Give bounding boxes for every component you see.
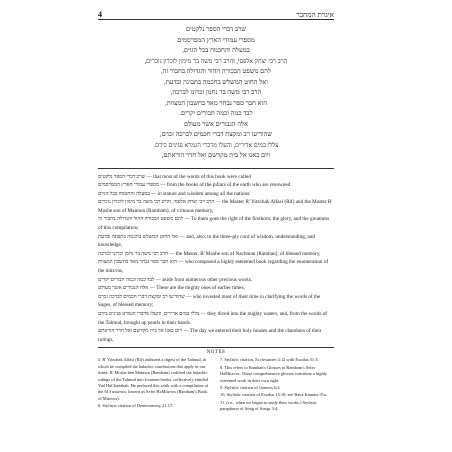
translation-row — [98, 233, 334, 250]
hebrew-phrase: מספרי עמודי הארץ המפרסמים — [98, 182, 160, 189]
hebrew-phrase: הרב רבי משה בר נחמן זכרונו לברכה — [98, 250, 169, 257]
footnotes — [98, 357, 334, 413]
translation-row — [98, 258, 334, 275]
english-gloss: — and, also, to the three-ply cord of wisdom, understanding, and knowledge, — [98, 233, 315, 249]
translation-row — [98, 293, 334, 310]
translation-row — [98, 284, 334, 293]
notes-heading: NOTES — [206, 350, 226, 356]
hebrew-phrase: אלה הגבורים אשר מעולם — [98, 285, 149, 292]
english-gloss: — To them goes the right of the firstborn, the glory, and the greatness of this compilation; — [98, 216, 330, 232]
hebrew-phrase: הוא חבר ספר נבחר מאד בחשבון המצוות — [98, 259, 178, 266]
translation-row — [98, 250, 334, 259]
footnotes-right-column — [220, 357, 334, 413]
page-number: 4 — [98, 10, 102, 19]
poem-line: ואל החוט המשלש בחכמה בתבונה ובדעת, — [164, 78, 268, 86]
footnote: 5. R' Yitzchak Alfasi (Rif) authored a digest of the Talmud, in which he compiled the halachic conclusions that apply in our times. R' Moshe ben Maimon (Rambam) codified the halachic rulings of the Talmud into fourteen books, collectively entitled Yad HaChazakah. He prefaced this work with a compilation of the 613 mitzvos, known as Sefer HaMitzvos (Rambam's Book of Mitzvos). — [98, 357, 209, 401]
poem-line: אלה הגבורים אשר מעולם — [183, 120, 249, 128]
english-gloss: — that most of the words of this book were culled — [145, 173, 251, 180]
footnotes-left-column — [98, 357, 212, 413]
translation-row — [98, 310, 334, 327]
page-header — [98, 4, 334, 20]
hebrew-phrase: שרב דברי הספר נלקטים — [98, 173, 146, 180]
footnote: 7. Stylistic citation, Ecclesiastes 4:12 with Exodus 31:3. — [220, 357, 319, 363]
poem-line: צללו במים אדירים, והעלו מדברי הגמרא פנינים בידם. — [153, 141, 279, 149]
divider — [98, 347, 334, 348]
translation-row — [98, 190, 334, 199]
english-gloss: — These are the mighty ones of earlier times, — [148, 285, 245, 292]
divider — [98, 168, 334, 169]
poem-line: שרב דברי הספר נלקטים — [185, 26, 247, 33]
footnote: 9. Stylistic citation of Genesis 6:4. — [220, 385, 281, 390]
hebrew-poem — [98, 25, 334, 162]
english-gloss: — aside from numerous other precious works. — [154, 276, 253, 283]
poem-line: שהודיעו רב ומקצת דברי חכמים לברכה זכרם, — [159, 131, 273, 138]
poem-line: במעלה והחכמה בכל הגוים, — [182, 47, 250, 54]
poem-line: ויום באנו אל בית מקדשם ואל חדר הוראתם, — [161, 152, 271, 159]
footnote: 10. Stylistic citation of Exodus 15:10; see Bava Kamma 91a. — [220, 392, 327, 398]
poem-line: הוא חבר ספר נבחר מאד בחשבון המצוות, — [164, 99, 268, 107]
english-gloss: — who composed a highly esteemed book regarding the enumeration of the mitzvos, — [98, 259, 329, 275]
running-title: איגרת המחבר — [296, 11, 334, 19]
hebrew-phrase: שהודיעו רב ומקצת דברי חכמים לברכה זכרם — [98, 293, 185, 300]
translation-row — [98, 327, 334, 344]
hebrew-phrase: הרב רבי יצחק אלפסי, והרב רבי משה בר מימון לזכרון נזכרים — [98, 199, 215, 206]
english-gloss: — the Master R' Yitzchak Alfasi (Rif) and the Master R' Moshe son of Maimon (Rambam), of virtuous memory, — [98, 199, 333, 214]
translation-row — [98, 215, 334, 232]
poem-line: לבד כמה וכמה חבורים יקרים. — [179, 110, 253, 117]
english-gloss: — who invested most of their time in clarifying the words of the Sages, of blessed memory; — [98, 293, 321, 309]
poem-line: הרב רבי יצחק אלפסי, והרב רבי משה בר מימון לזכרון נזכרים, — [144, 57, 288, 65]
footnote: 11. (i.e., when we began to study their works.) Stylistic paraphrase of Song of Songs 3:4. — [220, 399, 317, 412]
hebrew-phrase: במעלה והחכמה בכל הגוים — [98, 190, 150, 197]
translation-row — [98, 276, 334, 285]
hebrew-phrase: צללו במים אדירים, והעלו מדברי הגמרא פנינים בידם — [98, 311, 200, 317]
english-gloss: — they dived into the mighty waters, and, from the words of the Talmud, brought up pearls in their hands. — [98, 311, 327, 326]
poem-line: מספרי עמודי הארץ המפרסמים — [177, 36, 255, 44]
footnote: 8. This refers to Ramban's Glosses to Rambam's Sefer HaMitzvos. These comprehensive glosses constitute a highly esteemed work in their own right. — [220, 364, 328, 383]
footnote: 6. Stylistic citation of Deuteronomy 21:17. — [98, 403, 174, 409]
poem-line: הרב רבי משה בר נחמן זכרונו לברכה, — [170, 89, 262, 96]
english-gloss: — The day we entered their holy houses and the chambers of their rulings, — [98, 328, 322, 343]
english-gloss: — the Master, R' Moshe son of Nachman (Ramban), of blessed memory, — [168, 250, 321, 257]
hebrew-phrase: לבד כמה וכמה חבורים יקרים — [98, 276, 155, 283]
poem-line: להם משפט הבכורה ההוד והגדולה בחבור זה, — [160, 68, 272, 75]
hebrew-phrase: ויום באנו אל בית מקדשם ואל חדר הוראתם — [98, 328, 183, 335]
english-gloss: — from the books of the pillars of the earth who are renowned — [159, 182, 291, 189]
translation-row — [98, 173, 334, 182]
hebrew-phrase: להם משפט הבכורה ההוד והגדולה בחבור זה — [98, 216, 184, 223]
translation — [98, 173, 334, 345]
translation-row — [98, 198, 334, 215]
hebrew-phrase: ואל החוט המשלש בחכמה בתבונה ובדעת — [98, 233, 179, 240]
english-gloss: — in stature and wisdom among all the nations: — [149, 190, 251, 197]
translation-row — [98, 181, 334, 190]
